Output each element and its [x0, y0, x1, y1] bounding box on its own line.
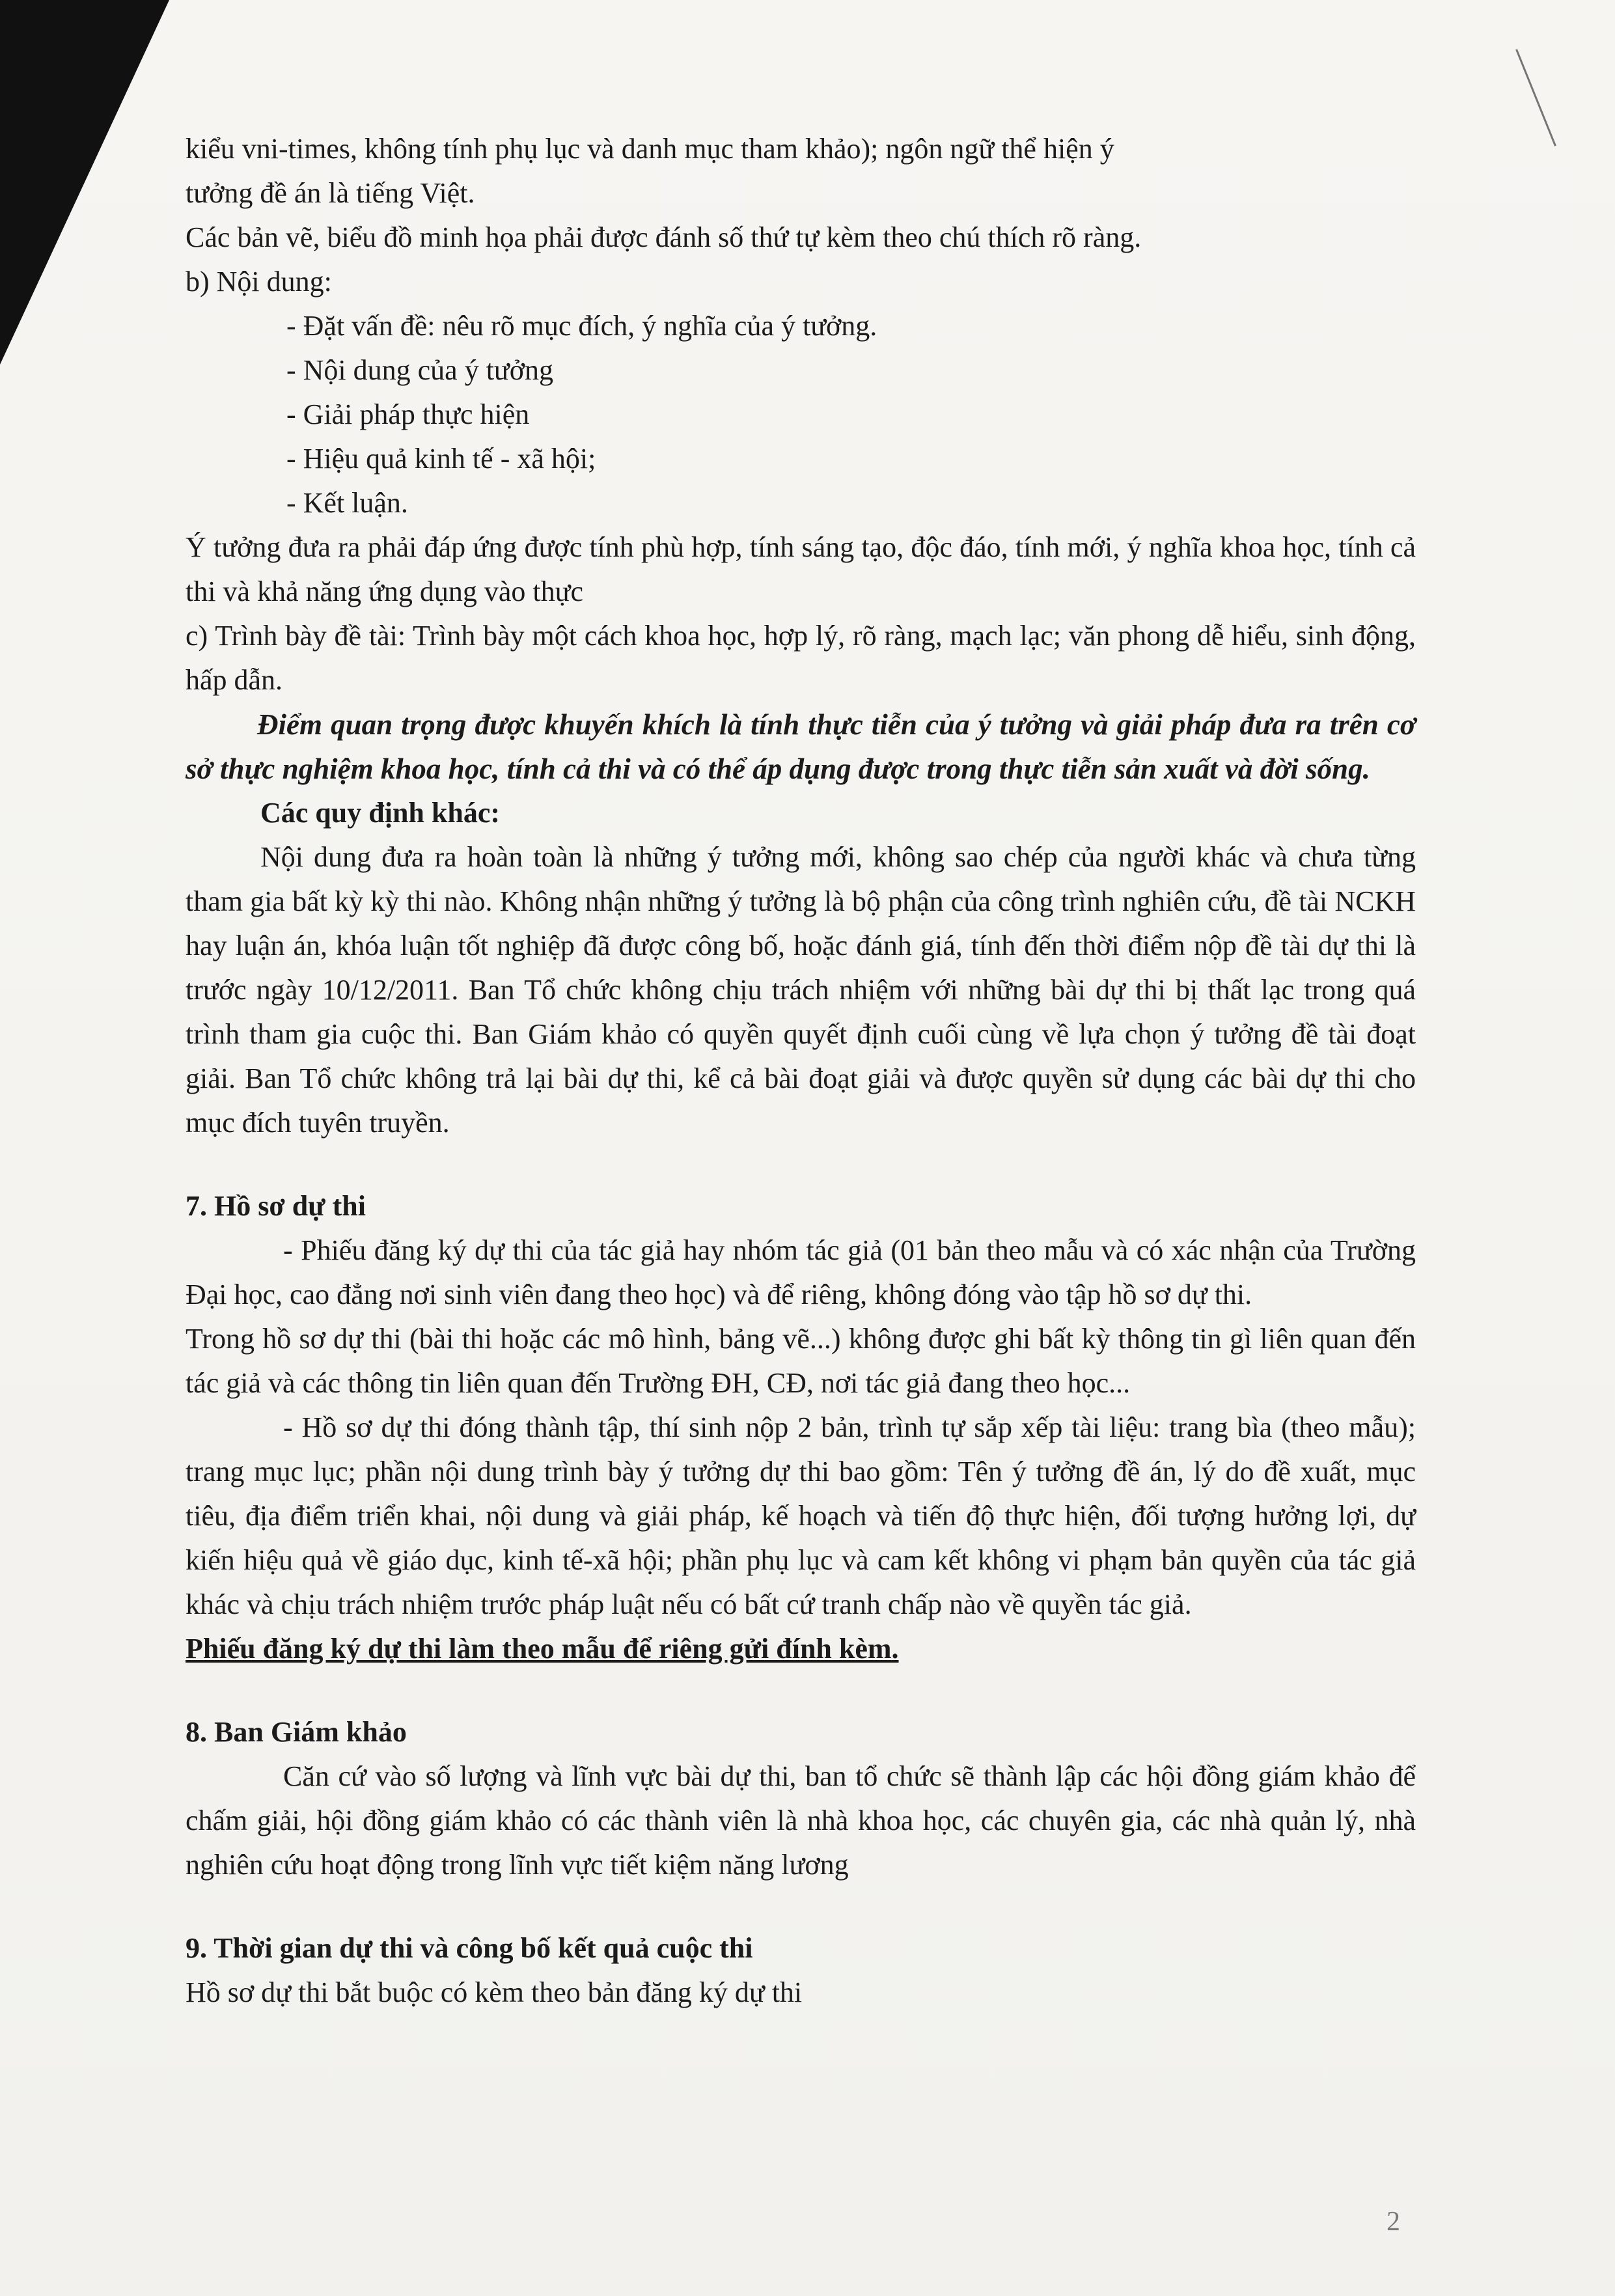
scan-mark: [1515, 49, 1556, 146]
section-heading-8: 8. Ban Giám khảo: [186, 1716, 407, 1748]
text-line: Các bản vẽ, biểu đồ minh họa phải được đánh số thứ tự kèm theo chú thích rõ ràng.: [186, 221, 1142, 253]
bullet-item: - Giải pháp thực hiện: [286, 398, 530, 430]
paragraph: Ý tưởng đưa ra phải đáp ứng được tính phù hợp, tính sáng tạo, độc đáo, tính mới, ý nghĩa khoa học, tính cả thi và khả năng ứng dụng vào thực: [186, 531, 1416, 607]
section-heading-7: 7. Hồ sơ dự thi: [186, 1190, 366, 1222]
paragraph: - Phiếu đăng ký dự thi của tác giả hay nhóm tác giả (01 bản theo mẫu và có xác nhận của Trường Đại học, cao đẳng nơi sinh viên đang theo học) và để riêng, không đóng vào tập hồ sơ dự thi.: [186, 1234, 1416, 1310]
paragraph: - Hồ sơ dự thi đóng thành tập, thí sinh nộp 2 bản, trình tự sắp xếp tài liệu: trang bìa (theo mẫu); trang mục lục; phần nội dung trình bày ý tưởng dự thi bao gồm: Tên ý tưởng đề án, lý do đề xuất, mục tiêu, địa điểm triển khai, nội dung và giải pháp, kế hoạch và tiến độ thực hiện, đối tượng hưởng lợi, dự kiến hiệu quả về giáo dục, kinh tế-xã hội; phần phụ lục và cam kết không vi phạm bản quyền của tác giả khác và chịu trách nhiệm trước pháp luật nếu có bất cứ tranh chấp nào về quyền tác giả.: [186, 1411, 1416, 1620]
paragraph: Trong hồ sơ dự thi (bài thi hoặc các mô hình, bảng vẽ...) không được ghi bất kỳ thông tin gì liên quan đến tác giả và các thông tin liên quan đến Trường ĐH, CĐ, nơi tác giả đang theo học...: [186, 1323, 1416, 1399]
paragraph: Nội dung đưa ra hoàn toàn là những ý tưởng mới, không sao chép của người khác và chưa từng tham gia bất kỳ kỳ thi nào. Không nhận những ý tưởng là bộ phận của công trình nghiên cứu, đề tài NCKH hay luận án, khóa luận tốt nghiệp đã được công bố, hoặc đánh giá, tính đến thời điểm nộp đề tài dự thi là trước ngày 10/12/2011. Ban Tổ chức không chịu trách nhiệm với những bài dự thi bị thất lạc trong quá trình tham gia cuộc thi. Ban Giám khảo có quyền quyết định cuối cùng về lựa chọn ý tưởng đề tài đoạt giải. Ban Tổ chức không trả lại bài dự thi, kể cả bài đoạt giải và được quyền sử dụng các bài dự thi cho mục đích tuyên truyền.: [186, 841, 1416, 1139]
text-line: tưởng đề án là tiếng Việt.: [186, 177, 475, 209]
emphasis-paragraph: Điểm quan trọng được khuyến khích là tính thực tiễn của ý tưởng và giải pháp đưa ra trên cơ sở thực nghiệm khoa học, tính cả thi và có thể áp dụng được trong thực tiễn sản xuất và đời sống.: [186, 708, 1416, 785]
bullet-item: - Đặt vấn đề: nêu rõ mục đích, ý nghĩa của ý tưởng.: [286, 310, 877, 342]
bullet-item: - Kết luận.: [286, 487, 408, 519]
text-line: b) Nội dung:: [186, 266, 332, 297]
bullet-item: - Hiệu quả kinh tế - xã hội;: [286, 443, 596, 475]
paragraph: Căn cứ vào số lượng và lĩnh vực bài dự thi, ban tổ chức sẽ thành lập các hội đồng giám khảo để chấm giải, hội đồng giám khảo có các thành viên là nhà khoa học, các chuyên gia, các nhà quản lý, nhà nghiên cứu hoạt động trong lĩnh vực tiết kiệm năng lương: [186, 1760, 1416, 1881]
paragraph: c) Trình bày đề tài: Trình bày một cách khoa học, hợp lý, rõ ràng, mạch lạc; văn phong dễ hiểu, sinh động, hấp dẫn.: [186, 620, 1416, 696]
section-heading-9: 9. Thời gian dự thi và công bố kết quả cuộc thi: [186, 1932, 753, 1964]
text-line: kiểu vni-times, không tính phụ lục và danh mục tham khảo); ngôn ngữ thể hiện ý: [186, 133, 1114, 165]
scan-corner-shadow: [0, 0, 169, 365]
document-body: [186, 127, 1416, 2015]
attachment-note: Phiếu đăng ký dự thi làm theo mẫu để riêng gửi đính kèm.: [186, 1633, 899, 1665]
page-number: 2: [1387, 2207, 1400, 2237]
bullet-item: - Nội dung của ý tưởng: [286, 354, 554, 386]
section-subheading: Các quy định khác:: [260, 797, 501, 829]
paragraph: Hồ sơ dự thi bắt buộc có kèm theo bản đăng ký dự thi: [186, 1976, 803, 2008]
